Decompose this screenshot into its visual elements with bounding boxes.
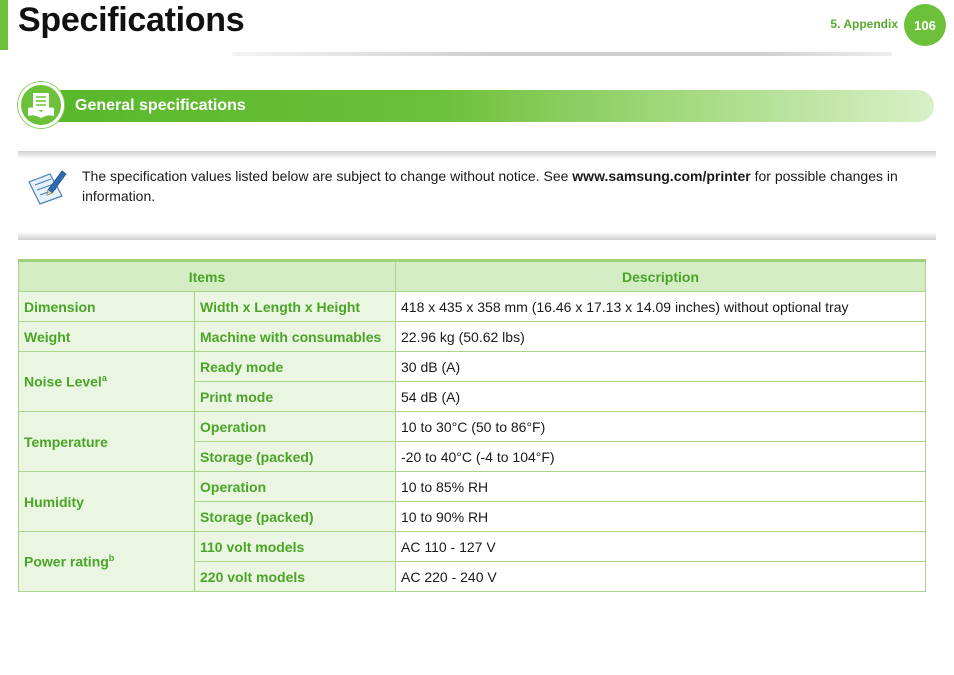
spec-value: -20 to 40°C (-4 to 104°F) [396, 442, 926, 472]
spec-item: Print mode [195, 382, 396, 412]
spec-category [19, 412, 195, 472]
spec-category-label: Humidity [24, 493, 84, 510]
note-divider-top [18, 151, 936, 159]
spec-value: AC 220 - 240 V [396, 562, 926, 592]
specifications-table [18, 259, 926, 592]
samsung-printer-link[interactable]: www.samsung.com/printer [572, 168, 751, 184]
items-column-header: Items [19, 261, 396, 292]
table-row [19, 292, 926, 322]
note-text-after: for possible changes in information. [82, 168, 898, 204]
accent-bar [0, 0, 8, 50]
footnote-marker: b [108, 553, 115, 564]
page-number-badge: 106 [904, 4, 946, 46]
spec-item: 220 volt models [195, 562, 396, 592]
spec-item: Ready mode [195, 352, 396, 382]
spec-value: 54 dB (A) [396, 382, 926, 412]
spec-category-label: Temperature [24, 433, 108, 450]
spec-category-label: Power rating [24, 553, 109, 570]
note-text-before: The specification values listed below are subject to change without notice. See [82, 168, 573, 184]
spec-item: 110 volt models [195, 532, 396, 562]
spec-category [19, 352, 195, 412]
table-row [19, 412, 926, 442]
spec-category-label: Weight [24, 328, 71, 345]
table-header-row [19, 261, 926, 292]
footnote-marker: a [101, 373, 107, 384]
spec-item: Storage (packed) [195, 442, 396, 472]
table-row [19, 472, 926, 502]
spec-category-label: Noise Level [24, 373, 102, 390]
spec-item: Storage (packed) [195, 502, 396, 532]
table-body [19, 292, 926, 592]
pencil-note-icon [26, 166, 68, 206]
spec-item: Operation [195, 472, 396, 502]
spec-item: Operation [195, 412, 396, 442]
spec-category-label: Dimension [24, 298, 96, 315]
spec-category [19, 532, 195, 592]
section-title: General specifications [75, 97, 246, 114]
spec-value: 10 to 30°C (50 to 86°F) [396, 412, 926, 442]
spec-category [19, 322, 195, 352]
description-column-header: Description [396, 261, 926, 292]
page-title: Specifications [18, 1, 245, 39]
table-row [19, 352, 926, 382]
spec-value: AC 110 - 127 V [396, 532, 926, 562]
chapter-label: 5. Appendix [830, 17, 898, 31]
spec-value: 10 to 85% RH [396, 472, 926, 502]
title-divider [232, 52, 892, 56]
spec-value: 22.96 kg (50.62 lbs) [396, 322, 926, 352]
note-divider-bottom [18, 232, 936, 240]
spec-value: 30 dB (A) [396, 352, 926, 382]
table-row [19, 532, 926, 562]
spec-category [19, 472, 195, 532]
spec-item: Width x Length x Height [195, 292, 396, 322]
book-icon [18, 82, 64, 128]
spec-value: 10 to 90% RH [396, 502, 926, 532]
note-text [82, 166, 924, 206]
spec-category [19, 292, 195, 322]
spec-item: Machine with consumables [195, 322, 396, 352]
spec-value: 418 x 435 x 358 mm (16.46 x 17.13 x 14.09 inches) without optional tray [396, 292, 926, 322]
table-row [19, 322, 926, 352]
